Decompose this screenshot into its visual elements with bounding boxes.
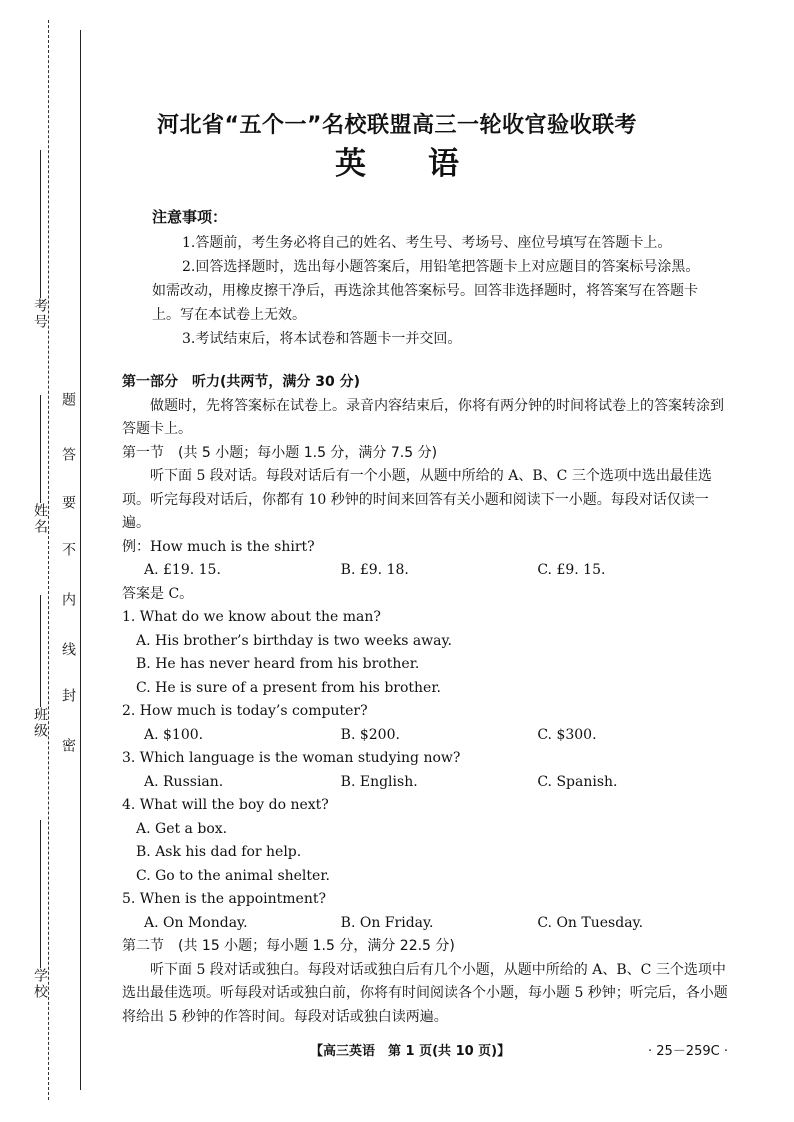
section1-intro: 听下面 5 段对话。每段对话后有一个小题，从题中所给的 A、B、C 三个选项中选出最佳选项。听完每段对话后，你都有 10 秒钟的时间来回答有关小题和阅读下一小题。每段对话仅读一遍。 [122, 468, 712, 531]
class-label: 班级 [32, 707, 48, 739]
name-field [30, 395, 50, 535]
part1-heading: 第一部分 听力(共两节，满分 30 分) [122, 374, 361, 390]
seal-text: 答 [60, 447, 76, 461]
section2-heading: 第二节 (共 15 小题；每小题 1.5 分，满分 22.5 分) [122, 938, 455, 954]
seal-text: 线 [60, 642, 76, 656]
part1-intro: 做题时，先将答案标在试卷上。录音内容结束后，你将有两分钟的时间将试卷上的答案转涂到答题卡上。 [122, 397, 724, 437]
option[interactable]: B. On Friday. [340, 914, 434, 931]
option[interactable]: A. Russian. [144, 773, 224, 790]
exam-number-label: 考号 [32, 298, 48, 330]
option[interactable]: B. He has never heard from his brother. [136, 656, 420, 672]
option[interactable]: C. Spanish. [537, 773, 618, 790]
question-4: 4. What will the boy do next? [122, 797, 329, 813]
option[interactable]: B. English. [340, 773, 418, 790]
question-2: 2. How much is today’s computer? [122, 703, 368, 719]
exam-title: 河北省“五个一”名校联盟高三一轮收官验收联考 [157, 113, 637, 138]
section2-intro: 听下面 5 段对话或独白。每段对话或独白后有几个小题，从题中所给的 A、B、C 三个选项中选出最佳选项。听每段对话或独白前，你将有时间阅读各个小题，每小题 5 秒钟；听完后，各小题将给出 5 秒钟的作答时间。每段对话或独白读两遍。 [122, 961, 728, 1025]
option[interactable]: A. £19. 15. [144, 562, 221, 578]
option[interactable]: C. Go to the animal shelter. [136, 867, 330, 884]
option[interactable]: A. Get a box. [136, 820, 228, 837]
notice-item: 1.答题前，考生务必将自己的姓名、考生号、考场号、座位号填写在答题卡上。 [182, 235, 672, 251]
example-options [122, 559, 734, 583]
option[interactable]: C. £9. 15. [537, 562, 606, 578]
class-blank[interactable] [40, 595, 41, 707]
notice-block [152, 205, 712, 351]
option[interactable]: A. On Monday. [144, 914, 248, 931]
notice-heading: 注意事项： [152, 208, 228, 226]
school-label: 学校 [32, 968, 48, 1000]
class-field [30, 595, 50, 739]
option[interactable]: A. $100. [144, 726, 204, 743]
option[interactable]: A. His brother’s birthday is two weeks away. [136, 632, 453, 649]
school-field [30, 820, 50, 1000]
section1-heading: 第一节 (共 5 小题；每小题 1.5 分，满分 7.5 分) [122, 444, 438, 461]
seal-text: 不 [60, 542, 76, 556]
example-question: 例：How much is the shirt? [122, 538, 315, 555]
notice-item: 2.回答选择题时，选出每小题答案后，用铅笔把答题卡上对应题目的答案标号涂黑。如需改动，用橡皮擦干净后，再选涂其他答案标号。回答非选择题时，将答案写在答题卡上。写在本试卷上无效。 [152, 259, 700, 323]
question-5: 5. When is the appointment? [122, 891, 326, 907]
question-5-options [122, 912, 734, 936]
option[interactable]: B. $200. [340, 726, 400, 743]
question-3: 3. Which language is the woman studying now? [122, 750, 461, 766]
subject-title: 英语 [335, 146, 521, 182]
seal-text: 密 [60, 738, 76, 752]
paper-code: · 25－259C · [648, 1044, 728, 1059]
name-blank[interactable] [40, 395, 41, 503]
option[interactable]: C. On Tuesday. [537, 914, 644, 931]
notice-item: 3.考试结束后，将本试卷和答题卡一并交回。 [182, 331, 462, 347]
option[interactable]: C. $300. [537, 726, 597, 743]
binding-solid-line [80, 30, 81, 1090]
option[interactable]: B. £9. 18. [340, 562, 409, 578]
school-blank[interactable] [40, 820, 41, 968]
seal-text: 题 [60, 392, 76, 406]
listening-part [122, 371, 734, 1029]
seal-text: 封 [60, 688, 76, 702]
page-label: 【高三英语 第 1 页(共 10 页)】 [310, 1044, 511, 1059]
question-1: 1. What do we know about the man? [122, 609, 381, 625]
name-label: 姓名 [32, 503, 48, 535]
example-answer: 答案是 C。 [122, 585, 194, 602]
question-2-options [122, 724, 734, 748]
seal-text: 内 [60, 592, 76, 606]
seal-text: 要 [60, 495, 76, 509]
question-3-options [122, 771, 734, 795]
option[interactable]: C. He is sure of a present from his brother. [136, 679, 441, 696]
option[interactable]: B. Ask his dad for help. [136, 844, 302, 860]
